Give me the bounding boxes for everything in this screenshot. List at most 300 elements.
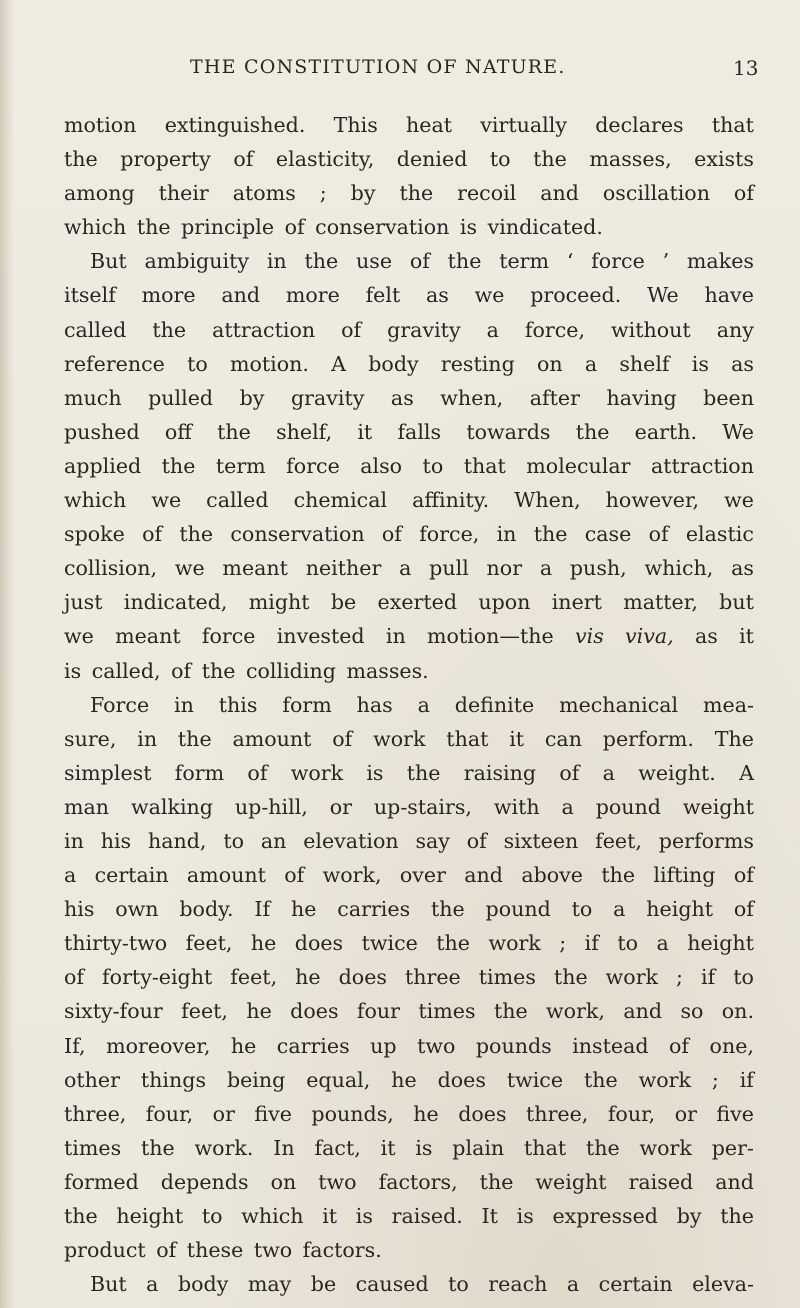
word: But — [90, 1272, 127, 1297]
word: raised. — [391, 1204, 463, 1228]
word: per- — [711, 1135, 754, 1160]
word: nor — [486, 556, 523, 581]
text-line — [64, 551, 754, 585]
word: expressed — [552, 1204, 658, 1228]
word: the — [140, 1135, 175, 1160]
word: a — [399, 556, 412, 581]
word: more — [141, 283, 196, 308]
word: and — [540, 181, 579, 206]
word: earth. — [634, 419, 698, 444]
word: meant — [115, 624, 181, 649]
word: performs — [658, 828, 754, 853]
word: in — [64, 828, 84, 853]
running-title: THE CONSTITUTION OF NATURE. — [190, 56, 566, 78]
word: upon — [478, 590, 531, 615]
word: feet, — [181, 999, 228, 1024]
word: he — [391, 1067, 417, 1092]
word: declares — [595, 113, 684, 137]
word: if — [584, 931, 599, 956]
word: but — [719, 590, 754, 615]
word: sure, — [64, 726, 117, 751]
word: that — [711, 113, 754, 137]
word: four, — [607, 1101, 656, 1126]
word: vis — [575, 624, 604, 649]
line-text: which the principle of conservation is vindicated. — [64, 215, 603, 240]
word: three, — [64, 1101, 127, 1126]
word: the — [177, 726, 212, 751]
word: proceed. — [530, 283, 622, 308]
word: the — [553, 965, 588, 990]
word: ‘ — [566, 249, 574, 274]
word: height — [116, 1204, 184, 1228]
word: inert — [551, 590, 602, 615]
spine-shadow — [0, 0, 14, 1308]
word: work — [639, 1135, 692, 1160]
text-line — [64, 654, 754, 688]
word: as — [694, 624, 718, 649]
word: pound — [485, 897, 551, 922]
word: This — [333, 113, 378, 137]
text-line — [64, 517, 754, 551]
word: to — [201, 1204, 223, 1228]
word: force — [591, 249, 645, 274]
word: of — [733, 897, 754, 922]
text-line — [64, 926, 754, 960]
word: virtually — [480, 113, 567, 137]
word: three, — [526, 1101, 589, 1126]
word: by — [350, 181, 376, 206]
word: their — [158, 181, 209, 206]
word: of — [381, 522, 402, 547]
word: raising — [463, 760, 537, 785]
word: that — [446, 726, 489, 751]
word: motion—the — [426, 624, 554, 649]
word: of — [648, 522, 669, 547]
word: with — [493, 794, 540, 819]
word: itself — [64, 283, 116, 308]
text-line — [64, 381, 754, 415]
word: times — [478, 965, 536, 990]
word: or — [329, 794, 352, 819]
word: reference — [64, 351, 165, 376]
word: molecular — [526, 453, 631, 478]
word: in — [385, 624, 406, 649]
word: having — [606, 385, 677, 410]
word: amount — [232, 726, 312, 751]
word: elasticity, — [275, 147, 375, 172]
word: property — [120, 147, 211, 172]
word: of — [233, 147, 254, 172]
word: sixteen — [503, 828, 579, 853]
word: We — [722, 419, 754, 444]
word: work, — [546, 999, 605, 1024]
word: a — [613, 897, 626, 922]
word: a — [146, 1272, 159, 1297]
word: oscillation — [602, 181, 710, 206]
word: of — [669, 1033, 690, 1058]
word: can — [544, 726, 582, 751]
word: exerted — [377, 590, 458, 615]
word: we — [174, 556, 205, 581]
word: on — [270, 1169, 297, 1194]
word: motion — [64, 113, 137, 137]
word: force, — [524, 317, 585, 342]
word: in — [496, 522, 517, 547]
word: to — [223, 828, 244, 853]
word: gravity — [290, 385, 365, 410]
word: things — [140, 1067, 207, 1092]
word: as — [390, 385, 414, 410]
word: does — [294, 931, 344, 956]
word: the — [64, 147, 98, 172]
word: the — [436, 931, 470, 956]
word: as — [731, 351, 754, 376]
word: his — [64, 897, 95, 922]
word: attraction — [650, 453, 754, 478]
word: called — [64, 317, 127, 342]
word: which — [64, 488, 127, 513]
word: as — [426, 283, 449, 308]
word: of — [466, 828, 487, 853]
word: does — [290, 999, 339, 1024]
word: four, — [145, 1101, 194, 1126]
word: feet, — [185, 931, 233, 956]
word: raised — [628, 1169, 694, 1194]
word: we — [64, 624, 94, 649]
word: the — [152, 317, 187, 342]
word: is — [355, 1204, 373, 1228]
word: three — [404, 965, 461, 990]
word: the — [601, 863, 636, 888]
word: ; — [711, 1067, 719, 1092]
word: fact, — [314, 1135, 361, 1160]
text-line — [64, 960, 754, 994]
word: the — [161, 453, 196, 478]
word: moreover, — [106, 1033, 211, 1058]
word: reach — [488, 1272, 548, 1297]
word: If — [254, 897, 271, 922]
word: work — [373, 726, 426, 751]
word: is — [516, 1204, 534, 1228]
word: up — [370, 1033, 397, 1058]
text-line — [64, 1165, 754, 1199]
word: lifting — [653, 863, 716, 888]
word: up-stairs, — [373, 794, 472, 819]
word: shelf — [619, 351, 670, 376]
word: of — [247, 760, 268, 785]
word: among — [64, 181, 135, 206]
word: the — [430, 897, 465, 922]
word: and — [715, 1169, 754, 1194]
word: definite — [454, 692, 535, 717]
word: four — [356, 999, 401, 1024]
word: two — [318, 1169, 357, 1194]
word: the — [479, 1169, 514, 1194]
word: five — [254, 1101, 292, 1126]
word: If, — [64, 1033, 86, 1058]
word: resting — [440, 351, 515, 376]
word: We — [647, 283, 679, 308]
word: in — [266, 249, 287, 274]
word: Force — [90, 692, 150, 717]
word: twice — [361, 931, 418, 956]
word: extinguished. — [164, 113, 306, 137]
word: force — [201, 624, 256, 649]
word: forty-eight — [102, 965, 213, 990]
text-line — [64, 278, 754, 312]
word: work, — [322, 863, 382, 888]
word: falls — [397, 419, 442, 444]
word: much — [64, 385, 122, 410]
text-line — [64, 824, 754, 858]
word: above — [521, 863, 583, 888]
word: It — [481, 1204, 498, 1228]
word: instead — [572, 1033, 649, 1058]
text-line — [64, 483, 754, 517]
word: weight — [535, 1169, 607, 1194]
word: up-hill, — [234, 794, 308, 819]
word: equal, — [306, 1067, 371, 1092]
text-line — [64, 142, 754, 176]
text-line — [64, 1267, 754, 1301]
word: mea- — [702, 692, 754, 717]
word: weight — [682, 794, 754, 819]
text-line — [64, 176, 754, 210]
text-line — [64, 1097, 754, 1131]
word: of — [409, 249, 430, 274]
word: without — [611, 317, 691, 342]
word: does — [437, 1067, 486, 1092]
word: more — [285, 283, 340, 308]
word: be — [310, 1272, 337, 1297]
word: so — [680, 999, 704, 1024]
word: height — [687, 931, 754, 956]
word: a — [656, 931, 669, 956]
word: sixty-four — [64, 999, 163, 1024]
word: off — [164, 419, 192, 444]
word: matter, — [623, 590, 698, 615]
text-line — [64, 313, 754, 347]
word: the — [575, 419, 610, 444]
word: elastic — [685, 522, 754, 547]
word: to — [489, 147, 511, 172]
word: body — [368, 351, 419, 376]
word: factors, — [378, 1169, 458, 1194]
text-line — [64, 790, 754, 824]
word: a — [417, 692, 430, 717]
word: of — [284, 863, 305, 888]
word: recoil — [457, 181, 517, 206]
body-text — [64, 108, 754, 1301]
word: this — [218, 692, 258, 717]
word: any — [716, 317, 754, 342]
word: pounds — [475, 1033, 552, 1058]
word: if — [701, 965, 716, 990]
word: the — [64, 1204, 98, 1228]
word: in — [174, 692, 194, 717]
word: indicated, — [123, 590, 228, 615]
word: applied — [64, 453, 142, 478]
word: use — [356, 249, 393, 274]
word: the — [720, 1204, 754, 1228]
word: of — [64, 965, 85, 990]
word: attraction — [212, 317, 316, 342]
word: might — [248, 590, 310, 615]
word: he — [291, 897, 317, 922]
text-line — [64, 722, 754, 756]
word: hand, — [147, 828, 207, 853]
word: amount — [186, 863, 266, 888]
word: he — [413, 1101, 439, 1126]
word: have — [704, 283, 754, 308]
word: perform. — [602, 726, 694, 751]
word: force, — [419, 522, 480, 547]
word: of — [733, 181, 754, 206]
text-line — [64, 415, 754, 449]
word: as — [731, 556, 754, 581]
word: viva, — [625, 624, 674, 649]
text-line — [64, 1063, 754, 1097]
word: and — [623, 999, 663, 1024]
running-head — [0, 56, 800, 86]
word: it — [509, 726, 525, 751]
word: conservation — [230, 522, 365, 547]
word: ; — [559, 931, 567, 956]
word: towards — [466, 419, 551, 444]
text-line — [64, 619, 754, 653]
text-line — [64, 585, 754, 619]
word: own — [115, 897, 159, 922]
word: body. — [179, 897, 234, 922]
word: meant — [222, 556, 288, 581]
word: in — [137, 726, 158, 751]
word: term — [215, 453, 266, 478]
word: which, — [644, 556, 714, 581]
word: the — [399, 181, 434, 206]
page-number: 13 — [733, 56, 759, 80]
word: of — [733, 863, 754, 888]
word: work — [488, 931, 541, 956]
word: which — [241, 1204, 304, 1228]
word: a — [602, 760, 615, 785]
word: an — [260, 828, 287, 853]
word: ambiguity — [144, 249, 250, 274]
text-line — [64, 1233, 754, 1267]
text-line — [64, 892, 754, 926]
word: of — [332, 726, 353, 751]
word: pushed — [64, 419, 140, 444]
word: he — [246, 999, 272, 1024]
word: it — [739, 624, 754, 649]
word: masses, — [589, 147, 672, 172]
word: we — [151, 488, 182, 513]
line-text: is called, of the colliding masses. — [64, 658, 429, 683]
word: it — [357, 419, 373, 444]
word: twice — [506, 1067, 564, 1092]
word: to — [422, 453, 444, 478]
word: feet, — [595, 828, 642, 853]
text-line — [64, 210, 754, 244]
line-text: product of these two factors. — [64, 1238, 382, 1263]
word: makes — [686, 249, 754, 274]
word: simplest — [64, 760, 152, 785]
word: push, — [569, 556, 627, 581]
word: called — [206, 488, 269, 513]
word: pull — [429, 556, 469, 581]
word: may — [247, 1272, 292, 1297]
word: a — [486, 317, 499, 342]
word: a — [539, 556, 553, 581]
word: body — [177, 1272, 229, 1297]
word: A — [331, 351, 347, 376]
word: after — [529, 385, 580, 410]
word: neither — [305, 556, 382, 581]
word: he — [295, 965, 321, 990]
text-line — [64, 688, 754, 722]
word: of — [559, 760, 580, 785]
word: the — [583, 1067, 618, 1092]
word: spoke — [64, 522, 125, 547]
word: denied — [396, 147, 468, 172]
word: of — [341, 317, 362, 342]
word: he — [250, 931, 277, 956]
word: ’ — [662, 249, 670, 274]
word: times — [418, 999, 476, 1024]
word: is — [415, 1135, 433, 1160]
word: two — [417, 1033, 456, 1058]
word: on — [536, 351, 563, 376]
word: or — [212, 1101, 235, 1126]
word: a — [566, 1272, 580, 1297]
word: elevation — [303, 828, 399, 853]
word: we — [474, 283, 505, 308]
word: it — [322, 1204, 338, 1228]
word: pulled — [148, 385, 214, 410]
word: that — [463, 453, 506, 478]
word: caused — [355, 1272, 429, 1297]
word: we — [724, 488, 754, 513]
text-line — [64, 347, 754, 381]
word: work — [605, 965, 659, 990]
word: form — [174, 760, 225, 785]
word: The — [714, 726, 754, 751]
word: work — [638, 1067, 691, 1092]
word: is — [691, 351, 709, 376]
word: depends — [160, 1169, 249, 1194]
word: gravity — [387, 317, 461, 342]
word: be — [330, 590, 357, 615]
word: carries — [337, 897, 411, 922]
text-line — [64, 1131, 754, 1165]
word: five — [716, 1101, 754, 1126]
word: a — [561, 794, 574, 819]
word: and — [464, 863, 503, 888]
word: eleva- — [692, 1272, 754, 1297]
word: does — [338, 965, 387, 990]
word: being — [226, 1067, 286, 1092]
word: motion. — [229, 351, 309, 376]
word: the — [585, 1135, 620, 1160]
word: certain — [94, 863, 169, 888]
word: felt — [365, 283, 401, 308]
word: he — [230, 1033, 257, 1058]
word: man — [64, 794, 110, 819]
word: by — [239, 385, 265, 410]
word: A — [739, 760, 754, 785]
word: carries — [276, 1033, 350, 1058]
word: just — [64, 590, 103, 615]
word: or — [674, 1101, 697, 1126]
